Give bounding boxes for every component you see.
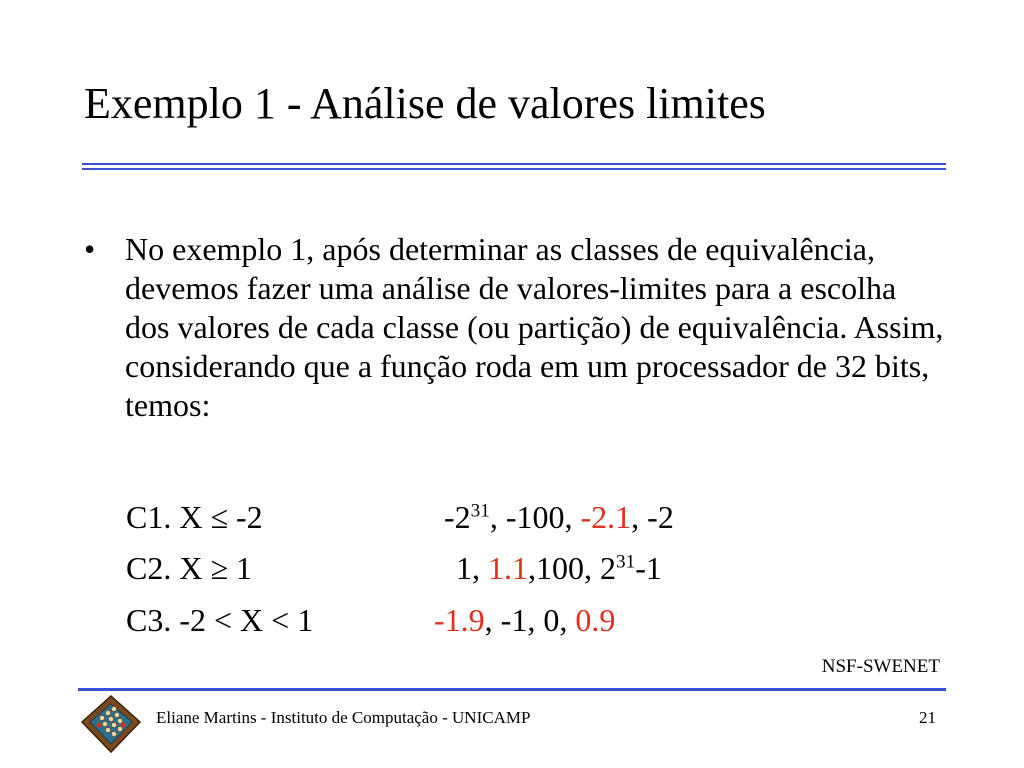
class-label: C2. X ≥ 1 (126, 550, 253, 586)
value-part: , -100, (489, 499, 581, 535)
value-part: -2 (444, 499, 471, 535)
class-values (434, 600, 615, 640)
bullet-marker: • (84, 231, 96, 267)
footer-divider (78, 688, 946, 691)
footer-author: Eliane Martins - Instituto de Computação - UNICAMP (156, 708, 531, 727)
value-part: ,100, 2 (528, 550, 616, 586)
value-exponent: 31 (616, 551, 636, 573)
title-divider-top (82, 163, 946, 165)
source-credit: NSF-SWENET (821, 656, 940, 677)
slide-title: Exemplo 1 - Análise de valores limites (84, 79, 766, 128)
abacus-icon (78, 692, 144, 758)
value-highlight: 0.9 (575, 602, 616, 638)
value-part: , -2 (631, 499, 674, 535)
class-values (456, 548, 662, 588)
class-values (444, 497, 674, 537)
value-part: -1 (635, 550, 662, 586)
value-part: , -1, 0, (484, 602, 576, 638)
bullet-paragraph: No exemplo 1, após determinar as classes de equivalência, devemos fazer uma análise de valores-limites para a escolha dos valores de cada classe (ou partição) de equivalência. Assim, considerando que a função roda em um processador de 32 bits, temos: (125, 231, 944, 423)
value-highlight: -1.9 (434, 602, 485, 638)
value-exponent: 31 (470, 500, 490, 522)
page-number: 21 (919, 708, 936, 727)
title-divider-bottom (82, 168, 946, 170)
value-highlight: 1.1 (488, 550, 528, 586)
bullet-item (84, 230, 944, 425)
value-highlight: -2.1 (580, 499, 632, 535)
class-label: C1. X ≤ -2 (126, 499, 263, 535)
class-label: C3. -2 < X < 1 (126, 602, 314, 638)
value-part: 1, (456, 550, 488, 586)
